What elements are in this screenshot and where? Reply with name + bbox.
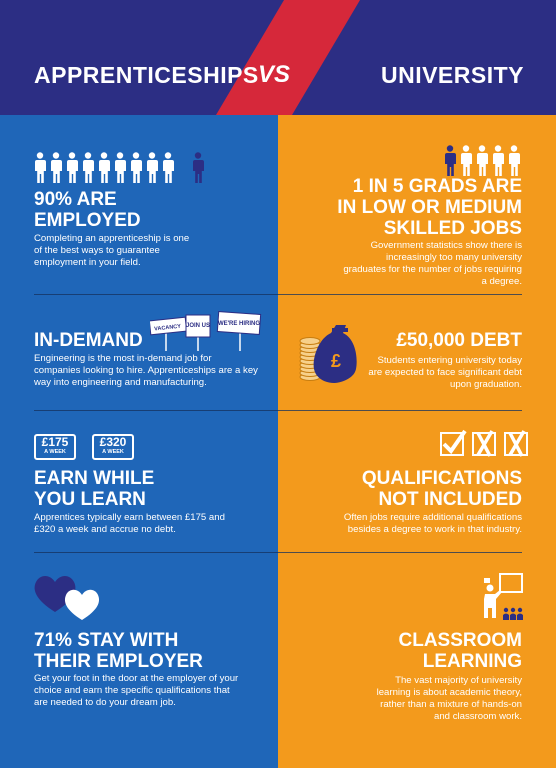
apprenticeships-heading: APPRENTICESHIPS bbox=[34, 62, 259, 88]
debt-title: £50,000 DEBT bbox=[396, 330, 522, 351]
price-tag-175 bbox=[34, 434, 76, 460]
grads-people-icons bbox=[444, 145, 522, 177]
person-icon bbox=[34, 152, 204, 184]
price-320: £320 bbox=[99, 435, 127, 449]
grads-body: Government statistics show there is increasingly too many university graduates for the number of jobs requiring a degree. bbox=[343, 240, 522, 287]
classroom-body: The vast majority of university learning is about academic theory, rather than a mixture of hands-on and classroom work. bbox=[376, 675, 522, 722]
grads-title: 1 IN 5 GRADS ARE IN LOW OR MEDIUM SKILLED JOBS bbox=[337, 176, 522, 239]
hiring-signs-icon bbox=[150, 311, 270, 353]
price-175-label: A WEEK bbox=[44, 449, 66, 455]
pound-sign: £ bbox=[330, 351, 342, 371]
earn-title: EARN WHILE YOU LEARN bbox=[34, 468, 155, 510]
stay-title: 71% STAY WITH THEIR EMPLOYER bbox=[34, 630, 203, 672]
price-175: £175 bbox=[41, 435, 69, 449]
university-heading: UNIVERSITY bbox=[380, 62, 524, 88]
qualifications-title: QUALIFICATIONS NOT INCLUDED bbox=[361, 468, 522, 510]
in-demand-title: IN-DEMAND bbox=[34, 330, 143, 351]
university-column bbox=[278, 115, 556, 768]
classroom-title: CLASSROOM LEARNING bbox=[398, 630, 522, 672]
teacher-board-icon bbox=[476, 572, 526, 622]
employed-title: 90% ARE EMPLOYED bbox=[34, 189, 141, 231]
person-icon bbox=[444, 145, 522, 177]
divider bbox=[34, 552, 278, 553]
divider bbox=[34, 410, 278, 411]
header bbox=[0, 0, 556, 115]
heart-icon bbox=[32, 572, 102, 622]
in-demand-body: Engineering is the most in-demand job for companies looking to hire. Apprenticeships are a key way into engineering and manufacturing. bbox=[34, 353, 258, 388]
money-bag-icon bbox=[296, 313, 358, 385]
divider bbox=[278, 552, 522, 553]
sign-vacancy: VACANCY bbox=[153, 323, 182, 333]
stay-body: Get your foot in the door at the employer of your choice and earn the specific qualifications that are needed to do your dream job. bbox=[34, 673, 239, 708]
vs-label: VS bbox=[258, 61, 291, 88]
price-320-label: A WEEK bbox=[102, 449, 124, 455]
sign-hiring: WE'RE HIRING bbox=[217, 321, 261, 327]
employed-people-icons bbox=[34, 152, 204, 184]
employed-body: Completing an apprenticeship is one of the best ways to guarantee employment in your field. bbox=[34, 233, 190, 268]
debt-body: Students entering university today are expected to face significant debt upon graduation. bbox=[368, 355, 522, 390]
red-diagonal-stripe bbox=[0, 0, 556, 115]
earn-body: Apprentices typically earn between £175 and £320 a week and accrue no debt. bbox=[34, 512, 225, 535]
price-tag-320 bbox=[92, 434, 134, 460]
check-icon bbox=[440, 429, 530, 459]
sign-join-us: JOIN US bbox=[185, 323, 211, 329]
qualifications-body: Often jobs require additional qualifications besides a degree to work in that industry. bbox=[343, 512, 522, 535]
divider bbox=[34, 294, 278, 295]
divider bbox=[278, 294, 522, 295]
apprenticeships-column bbox=[0, 115, 278, 768]
divider bbox=[278, 410, 522, 411]
